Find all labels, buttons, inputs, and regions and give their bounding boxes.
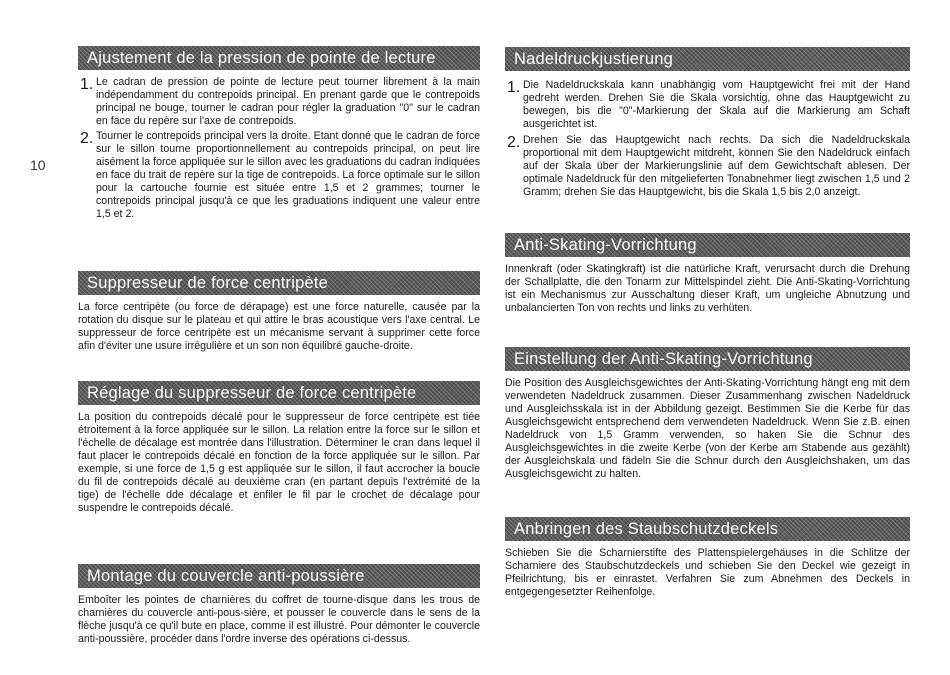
section-heading: Réglage du suppresseur de force centripète	[78, 381, 480, 405]
item-text: Die Nadeldruckskala kann unabhängig vom Hauptgewicht frei mit der Hand gedreht werden. Drehen Sie die Skala vorsichtig, ohne das Hauptgewicht zu bewegen, bis die "0"-Markierung der Skala auf die Markierung am Schaft ausgerichtet ist.	[523, 79, 910, 130]
section-text: Die Position des Ausgleichsgewichtes der Anti-Skating-Vorrichtung hängt eng mit dem verwendeten Nadeldruck zusammen. Dieser Zusammenhang zwischen Nadeldruck und Ausgleichsskala ist in der Abbildung gezeigt. Bestimmen Sie die Kerbe für das Ausgleichsgewicht entsprechend dem verwendeten Nadeldruck. Wenn Sie z.B. einen Nadeldruck von 1,5 Gramm verwenden, so haken Sie die Schnur des Ausgleichsgewichtes in die zweite Kerbe (von der Kerbe am Stabende aus gezählt) der Ausgleichskala und fädeln Sie die Schnur durch den Ausgleichshaken, um das Ausgleichsgewicht zu halten.	[505, 377, 910, 480]
instruction-list	[505, 79, 910, 199]
item-number: 2.	[80, 130, 94, 147]
section-stylus-pressure-fr	[78, 46, 480, 221]
instruction-list	[78, 76, 480, 221]
list-item	[78, 76, 480, 128]
section-anti-skating-adjust-fr	[78, 381, 480, 515]
section-heading: Anti-Skating-Vorrichtung	[505, 233, 910, 257]
section-heading: Nadeldruckjustierung	[505, 47, 910, 71]
section-heading: Suppresseur de force centripète	[78, 271, 480, 295]
page-number: 10	[30, 157, 46, 173]
section-heading: Ajustement de la pression de pointe de lecture	[78, 46, 480, 70]
section-anti-skating-de	[505, 233, 910, 315]
list-item	[505, 134, 910, 199]
item-number: 2.	[507, 134, 521, 151]
section-text: La force centripète (ou force de dérapage) est une force naturelle, causée par la rotation du disque sur le plateau et qui attire le bras acoustique vers l'axe central. Le suppresseur de force centripète est un mécanisme servant à supprimer cette force afin d'éviter une usure irrégulière et un son non équilibré gauche-droite.	[78, 301, 480, 352]
section-text: La position du contrepoids décalé pour le suppresseur de force centripète est tiée étroitement à la force appliquée sur le sillon. La relation entre la force sur le sillon et l'échelle de décalage est montrée dans l'illustration. Déterminer le cran dans lequel il faut placer le contrepoids décalé en fonction de la force appliquée sur le sillon. Par exemple, si une force de 1,5 g est appliquée sur le sillon, il faut accrocher la boucle du fil de contrepoids décalé au deuxième cran (en partant depuis l'extrémité de la tige) de l'échelle dde décalage et enfiler le fil par le crochet de décalage pour suspendre le contrepoids décalé.	[78, 411, 480, 514]
item-number: 1.	[80, 76, 94, 93]
section-text: Innenkraft (oder Skatingkraft) ist die natürliche Kraft, verursacht durch die Drehung der Schallplatte, die den Tonarm zur Mittelspindel zieht. Die Anti-Skating-Vorrichtung ist ein Mechanismus zur Ausschaltung dieser Kraft, um ungleiche Abnutzung und unbalancierten Ton von rechts und links zu verhüten.	[505, 263, 910, 314]
list-item	[78, 130, 480, 221]
item-text: Le cadran de pression de pointe de lecture peut tourner librement à la main indépendamment du contrepoids principal. En prenant garde que le contrepoids principal ne bouge, tourner le cadran pour régler la graduation "0" sur le cadran en face du repère sur l'axe de contrepoids.	[96, 76, 480, 127]
section-dust-cover-fr	[78, 564, 480, 646]
item-number: 1.	[507, 79, 521, 96]
section-heading: Montage du couvercle anti-poussière	[78, 564, 480, 588]
section-anti-skating-adjust-de	[505, 347, 910, 481]
section-text: Schieben Sie die Scharnierstifte des Plattenspielergehäuses in die Schlitze der Scharniere des Staubschutzdeckels und schieben Sie den Deckel wie gezeigt in Pfeilrichtung, bis er einrastet. Verfahren Sie zum Abnehmen des Deckels in entgegengesetzter Reihenfolge.	[505, 547, 910, 598]
section-text: Emboîter les pointes de charnières du coffret de tourne-disque dans les trous de charnières du couvercle anti-pous-sière, et pousser le couvercle dans le sens de la flèche jusqu'à ce qu'il bute en place, comme il est illustré. Pour démonter le couvercle anti-poussière, procéder dans l'ordre inverse des opérations ci-dessus.	[78, 594, 480, 645]
section-heading: Einstellung der Anti-Skating-Vorrichtung	[505, 347, 910, 371]
section-stylus-pressure-de	[505, 47, 910, 199]
section-anti-skating-fr	[78, 271, 480, 353]
section-dust-cover-de	[505, 517, 910, 599]
item-text: Drehen Sie das Hauptgewicht nach rechts. Da sich die Nadeldruckskala proportional mit dem Hauptgewicht mitdreht, können Sie den Nadeldruck einfach auf der Skala über der Markierungslinie auf dem Gewichtschaft ablesen. Der optimale Nadeldruck für den mitgelieferten Tonabnehmer liegt zwischen 1,5 und 2 Gramm; drehen Sie das Hauptgewicht, bis die Skala 1,5 bis 2,0 anzeigt.	[523, 134, 910, 198]
list-item	[505, 79, 910, 131]
item-text: Tourner le contrepoids principal vers la droite. Etant donné que le cadran de force sur le sillon tourne proportionnellement au contrepoids principal, on peut lire aisément la force appliquée sur le sillon avec les graduations du cadran indiquées en face du trait de repère sur la tige de contrepoids. La force optimale sur le sillon pour la cartouche fournie est située entre 1,5 et 2 grammes; tourner le contrepoids principal jusqu'à ce que les graduations indiquent une valeur entre 1,5 et 2.	[96, 130, 480, 220]
section-heading: Anbringen des Staubschutzdeckels	[505, 517, 910, 541]
